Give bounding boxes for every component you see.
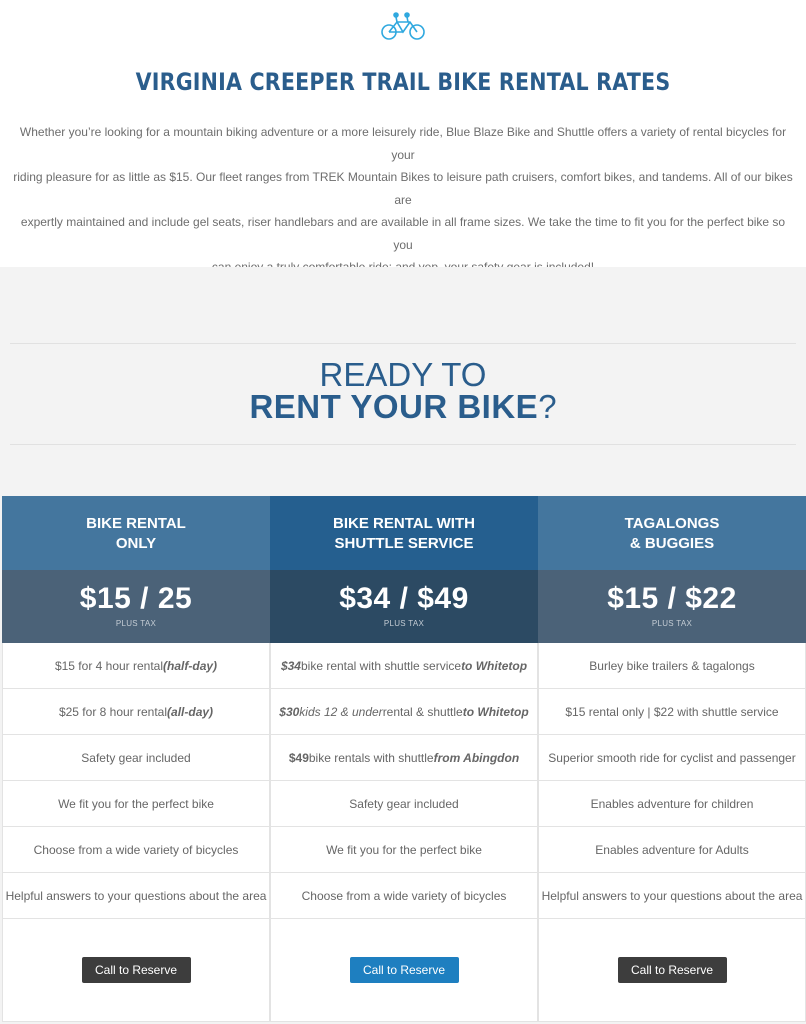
feature-text: Helpful answers to your questions about the area: [541, 888, 803, 903]
feature-text: Choose from a wide variety of bicycles: [33, 842, 239, 857]
plan-price-box: [270, 570, 538, 643]
feature-text: bike rentals with shuttle: [308, 750, 434, 765]
intro-paragraph: [10, 121, 796, 279]
feature-row: [2, 643, 270, 689]
cta-line-1: READY TO: [319, 356, 487, 393]
feature-row: [270, 643, 538, 689]
plan-footer: [538, 919, 806, 1022]
feature-row: [2, 781, 270, 827]
feature-row: [270, 827, 538, 873]
feature-italic: kids 12 & under: [299, 704, 383, 719]
feature-text: We fit you for the perfect bike: [326, 842, 482, 857]
plan-footer: [2, 919, 270, 1022]
plan-title: [2, 496, 270, 570]
plan-price: $15 / 25: [79, 582, 193, 615]
feature-emphasis: from Abingdon: [433, 750, 520, 765]
feature-row: [538, 643, 806, 689]
plan-title-line: ONLY: [115, 535, 157, 552]
feature-text: Choose from a wide variety of bicycles: [301, 888, 507, 903]
feature-text: Helpful answers to your questions about the area: [5, 888, 267, 903]
page-title: VIRGINIA CREEPER TRAIL BIKE RENTAL RATES: [135, 68, 671, 96]
plan-title: [270, 496, 538, 570]
feature-row: [538, 689, 806, 735]
plus-tax-label: PLUS TAX: [651, 619, 693, 628]
feature-row: [2, 735, 270, 781]
divider: [10, 444, 796, 445]
feature-row: [270, 873, 538, 919]
intro-line: Whether you’re looking for a mountain biking adventure or a more leisurely ride, Blue Blaze Bike and Shuttle offers a variety of rental bicycles for your: [19, 125, 787, 162]
feature-emphasis: (all-day): [167, 704, 214, 719]
feature-text: $15 for 4 hour rental: [54, 658, 164, 673]
plan-title-line: SHUTTLE SERVICE: [334, 535, 474, 552]
feature-row: [270, 781, 538, 827]
cta-line-2: [0, 387, 806, 427]
plan-price: $15 / $22: [607, 582, 737, 615]
plan-title-line: BIKE RENTAL WITH: [333, 515, 475, 532]
feature-text: Enables adventure for children: [590, 796, 754, 811]
feature-emphasis: (half-day): [163, 658, 218, 673]
feature-row: [270, 689, 538, 735]
call-to-reserve-button[interactable]: Call to Reserve: [82, 957, 191, 983]
plan-price-box: [2, 570, 270, 643]
call-to-reserve-button[interactable]: Call to Reserve: [618, 957, 727, 983]
plan-title-line: BIKE RENTAL: [86, 515, 186, 532]
feature-text: $25 for 8 hour rental: [58, 704, 168, 719]
divider: [10, 343, 796, 344]
feature-text: $15 rental only | $22 with shuttle service: [565, 704, 779, 719]
feature-text: rental & shuttle: [382, 704, 463, 719]
feature-text: bike rental with shuttle service: [300, 658, 462, 673]
intro-line: expertly maintained and include gel seats, riser handlebars and are available in all frame sizes. We take the time to fit you for the perfect bike so you: [20, 215, 786, 252]
feature-row: [538, 873, 806, 919]
call-to-reserve-button[interactable]: Call to Reserve: [350, 957, 459, 983]
feature-text: Safety gear included: [349, 796, 459, 811]
feature-text: Safety gear included: [81, 750, 191, 765]
feature-text: Burley bike trailers & tagalongs: [589, 658, 755, 673]
intro-section: [0, 0, 806, 267]
plus-tax-label: PLUS TAX: [383, 619, 425, 628]
plus-tax-label: PLUS TAX: [115, 619, 157, 628]
feature-row: [2, 827, 270, 873]
plan-title-line: & BUGGIES: [629, 535, 715, 552]
feature-row: [2, 873, 270, 919]
plan-title-line: TAGALONGS: [624, 515, 720, 532]
feature-text: Superior smooth ride for cyclist and passenger: [548, 750, 796, 765]
plan-bike-rental-with-shuttle: [270, 496, 538, 1024]
plan-price: $34 / $49: [339, 582, 469, 615]
plan-tagalongs-buggies: [538, 496, 806, 1024]
feature-text: We fit you for the perfect bike: [58, 796, 214, 811]
tandem-bicycle-icon: [380, 10, 426, 44]
cta-question: ?: [538, 388, 557, 425]
feature-emphasis: $34: [280, 658, 301, 673]
intro-line: riding pleasure for as little as $15. Our fleet ranges from TREK Mountain Bikes to leisure path cruisers, comfort bikes, and tandems. All of our bikes are: [13, 170, 793, 207]
feature-row: [270, 735, 538, 781]
feature-row: [538, 827, 806, 873]
plan-bike-rental-only: [2, 496, 270, 1024]
feature-emphasis: $30: [279, 704, 300, 719]
cta-bold: RENT YOUR BIKE: [249, 388, 539, 425]
feature-row: [2, 689, 270, 735]
plan-footer: [270, 919, 538, 1022]
plan-price-box: [538, 570, 806, 643]
feature-emphasis: to Whitetop: [461, 658, 528, 673]
feature-text: Enables adventure for Adults: [595, 842, 749, 857]
feature-emphasis: $49: [288, 750, 309, 765]
plan-title: [538, 496, 806, 570]
feature-row: [538, 781, 806, 827]
feature-row: [538, 735, 806, 781]
feature-emphasis: to Whitetop: [462, 704, 529, 719]
